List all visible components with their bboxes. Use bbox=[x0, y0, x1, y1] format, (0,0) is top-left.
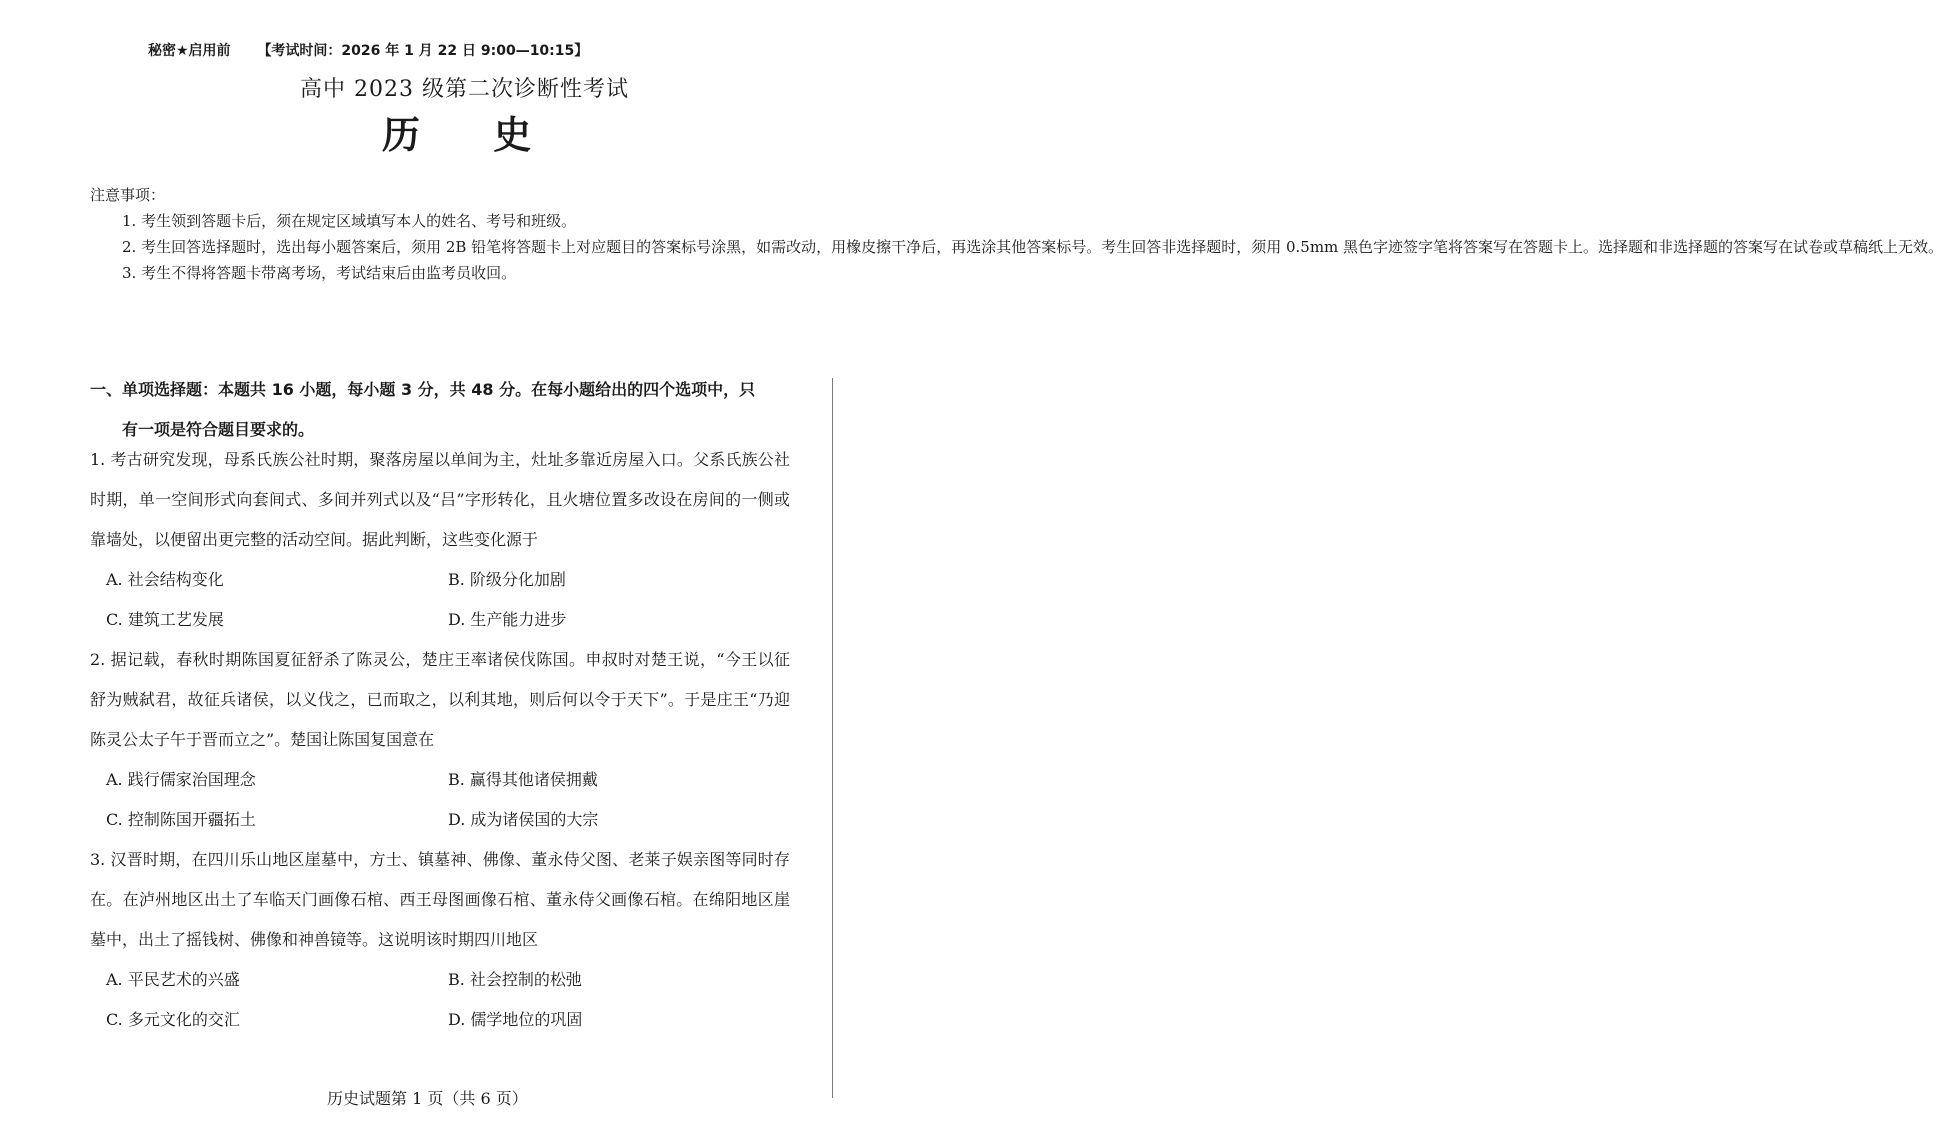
option-b: B. 赢得其他诸侯拥戴 bbox=[448, 770, 598, 789]
options-row bbox=[90, 560, 790, 600]
notice-item: 3. 考生不得将答题卡带离考场，考试结束后由监考员收回。 bbox=[122, 264, 517, 282]
section-heading-line: 一、单项选择题：本题共 16 小题，每小题 3 分，共 48 分。在每小题给出的四个选项中，只 bbox=[90, 380, 756, 399]
notice-item: 2. 考生回答选择题时，选出每小题答案后，须用 2B 铅笔将答题卡上对应题目的答案标号涂黑，如需改动，用橡皮擦干净后，再选涂其他答案标号。考生回答非选择题时，须用 0.5mm 黑色字迹签字笔将答案写在答题卡上。选择题和非选择题的答案写在试卷或草稿纸上无效。 bbox=[122, 238, 1943, 256]
question-stem: 1. 考古研究发现，母系氏族公社时期，聚落房屋以单间为主，灶址多靠近房屋入口。父系氏族公社时期，单一空间形式向套间式、多间并列式以及“吕”字形转化，且火塘位置多改设在房间的一侧或靠墙处，以便留出更完整的活动空间。据此判断，这些变化源于 bbox=[90, 450, 790, 549]
subject-title: 历 史 bbox=[382, 113, 562, 157]
option-a: A. 平民艺术的兴盛 bbox=[106, 970, 240, 989]
option-d: D. 生产能力进步 bbox=[448, 610, 567, 629]
options-row bbox=[90, 1000, 790, 1040]
option-d: D. 儒学地位的巩固 bbox=[448, 1010, 583, 1029]
options-row bbox=[90, 760, 790, 800]
option-a: A. 社会结构变化 bbox=[106, 570, 224, 589]
notice-item: 1. 考生领到答题卡后，须在规定区域填写本人的姓名、考号和班级。 bbox=[122, 212, 577, 230]
notice-heading: 注意事项： bbox=[90, 186, 166, 204]
question-3 bbox=[90, 840, 790, 1040]
option-c: C. 控制陈国开疆拓土 bbox=[106, 810, 256, 829]
exam-subtitle: 高中 2023 级第二次诊断性考试 bbox=[300, 77, 629, 102]
question-1 bbox=[90, 440, 790, 640]
option-b: B. 社会控制的松弛 bbox=[448, 970, 582, 989]
section-heading-line: 有一项是符合题目要求的。 bbox=[122, 420, 315, 439]
exam-time: 【考试时间：2026 年 1 月 22 日 9:00—10:15】 bbox=[257, 43, 589, 59]
notice-block bbox=[90, 182, 1943, 286]
option-d: D. 成为诸侯国的大宗 bbox=[448, 810, 599, 829]
options-row bbox=[90, 800, 790, 840]
option-c: C. 建筑工艺发展 bbox=[106, 610, 224, 629]
exam-header bbox=[148, 40, 588, 60]
question-stem: 2. 据记载，春秋时期陈国夏征舒杀了陈灵公，楚庄王率诸侯伐陈国。申叔时对楚王说，“今王以征舒为贼弑君，故征兵诸侯，以义伐之，已而取之，以利其地，则后何以令于天下”。于是庄王“乃迎陈灵公太子午于晋而立之”。楚国让陈国复国意在 bbox=[90, 650, 790, 749]
scan-edge-line bbox=[832, 378, 833, 1098]
options-row bbox=[90, 960, 790, 1000]
option-c: C. 多元文化的交汇 bbox=[106, 1010, 240, 1029]
confidential-label: 秘密★启用前 bbox=[148, 43, 231, 59]
question-stem: 3. 汉晋时期，在四川乐山地区崖墓中，方士、镇墓神、佛像、董永侍父图、老莱子娱亲图等同时存在。在泸州地区出土了车临天门画像石棺、西王母图画像石棺、董永侍父画像石棺。在绵阳地区崖墓中，出土了摇钱树、佛像和神兽镜等。这说明该时期四川地区 bbox=[90, 850, 790, 949]
option-a: A. 践行儒家治国理念 bbox=[106, 770, 256, 789]
question-2 bbox=[90, 640, 790, 840]
option-b: B. 阶级分化加剧 bbox=[448, 570, 566, 589]
options-row bbox=[90, 600, 790, 640]
section-heading bbox=[90, 370, 790, 450]
page-footer: 历史试题第 1 页（共 6 页） bbox=[327, 1089, 528, 1108]
